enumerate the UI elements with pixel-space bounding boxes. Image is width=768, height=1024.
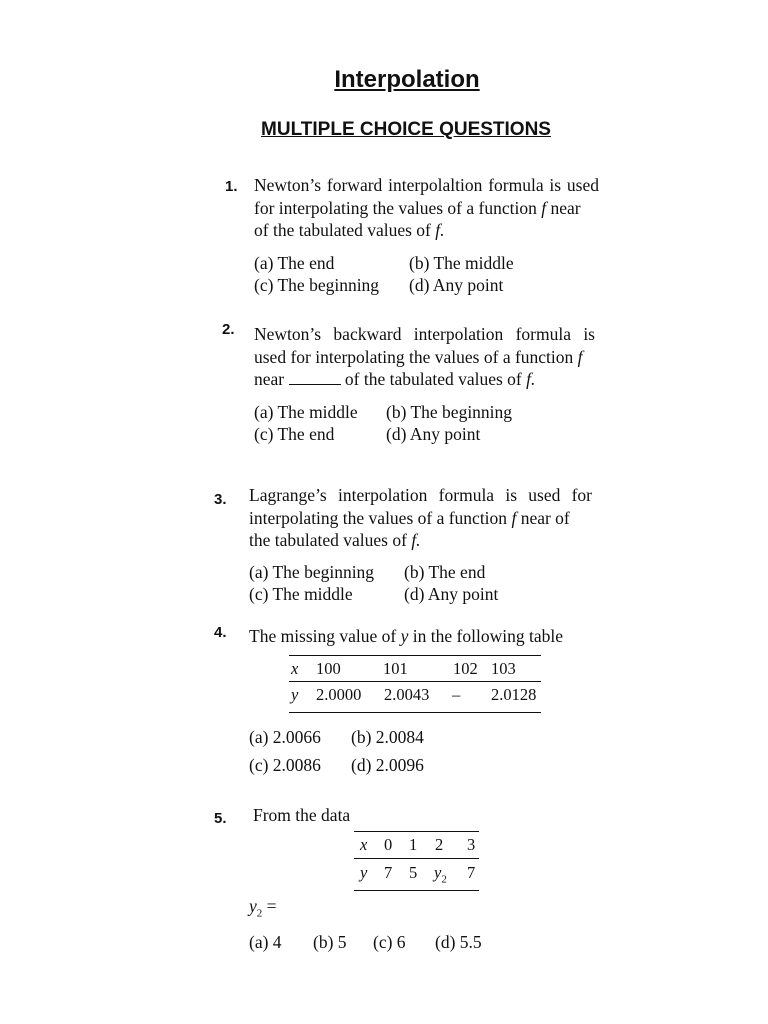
question-2-stem xyxy=(254,323,595,391)
question-1-line-1: Newton’s forward interpolaltion formula is used xyxy=(254,175,599,195)
table-x-cell: 1 xyxy=(409,835,418,854)
table-y-missing-cell: – xyxy=(452,685,461,704)
table-y-missing-cell: $y_2$ xyxy=(434,863,447,886)
question-1-option-c: (c) The beginning xyxy=(254,275,380,295)
question-4-option-c: (c) 2.0086 xyxy=(249,755,321,775)
table-y-label: y xyxy=(360,863,368,882)
question-2-line-1: Newton’s backward interpolation formula is xyxy=(254,324,595,344)
question-5-option-a: (a) 4 xyxy=(249,932,282,952)
table-y-cell: 2.0043 xyxy=(384,685,430,704)
question-4-option-d: (d) 2.0096 xyxy=(351,755,424,775)
table-x-cell: 103 xyxy=(491,659,516,678)
question-3-option-b: (b) The end xyxy=(404,562,486,582)
question-5-number: 5. xyxy=(214,810,227,827)
table-bottom-rule xyxy=(289,712,541,713)
table-x-cell: 100 xyxy=(316,659,341,678)
table-y-cell: 7 xyxy=(384,863,393,882)
question-4-option-b: (b) 2.0084 xyxy=(351,727,424,747)
table-top-rule xyxy=(354,831,479,832)
table-y-cell: 5 xyxy=(409,863,418,882)
table-top-rule xyxy=(289,655,541,656)
table-x-label: x xyxy=(360,835,368,854)
question-1-stem xyxy=(254,174,599,242)
question-4-number: 4. xyxy=(214,624,227,641)
question-1-number: 1. xyxy=(225,178,238,195)
page-subtitle: MULTIPLE CHOICE QUESTIONS xyxy=(261,119,551,140)
question-3-line-3: the tabulated values of f. xyxy=(249,530,421,550)
question-3-option-d: (d) Any point xyxy=(404,584,499,604)
question-1-option-d: (d) Any point xyxy=(409,275,504,295)
question-1-line-3: of the tabulated values of f. xyxy=(254,220,445,240)
table-y-cell: 7 xyxy=(467,863,476,882)
question-1-line-2: for interpolating the values of a function f near xyxy=(254,197,581,218)
question-3-option-a: (a) The beginning xyxy=(249,562,375,582)
table-x-cell: 102 xyxy=(453,659,478,678)
table-bottom-rule xyxy=(354,890,479,891)
question-1-option-a: (a) The end xyxy=(254,253,335,273)
table-x-cell: 3 xyxy=(467,835,476,854)
question-2-line-3: near of the tabulated values of f. xyxy=(254,369,536,389)
question-4-option-a: (a) 2.0066 xyxy=(249,727,321,747)
question-2-number: 2. xyxy=(222,321,235,338)
table-y-cell: 2.0000 xyxy=(316,685,362,704)
table-x-cell: 101 xyxy=(383,659,408,678)
fill-in-blank xyxy=(289,370,341,385)
question-2-option-a: (a) The middle xyxy=(254,402,358,422)
question-2-line-2: used for interpolating the values of a function f xyxy=(254,346,583,367)
question-5-option-d: (d) 5.5 xyxy=(435,932,482,952)
question-3-line-1: Lagrange’s interpolation formula is used for xyxy=(249,485,592,505)
table-mid-rule xyxy=(289,681,541,682)
question-3-number: 3. xyxy=(214,491,227,508)
table-x-cell: 0 xyxy=(384,835,393,854)
table-x-label: x xyxy=(291,659,299,678)
question-1-option-b: (b) The middle xyxy=(409,253,514,273)
question-5-option-b: (b) 5 xyxy=(313,932,347,952)
question-2-option-c: (c) The end xyxy=(254,424,335,444)
question-5-prompt: $y_2$ = xyxy=(249,896,277,920)
question-2-option-d: (d) Any point xyxy=(386,424,481,444)
question-3-stem xyxy=(249,484,592,552)
question-2-option-b: (b) The beginning xyxy=(386,402,513,422)
page-title: Interpolation xyxy=(334,66,480,93)
question-4-stem: The missing value of y in the following table xyxy=(249,626,563,646)
question-5-option-c: (c) 6 xyxy=(373,932,406,952)
table-y-cell: 2.0128 xyxy=(491,685,537,704)
table-y-label: y xyxy=(291,685,299,704)
question-3-option-c: (c) The middle xyxy=(249,584,353,604)
question-3-line-2: interpolating the values of a function f near of xyxy=(249,507,570,528)
question-5-stem: From the data xyxy=(253,805,351,825)
table-mid-rule xyxy=(354,858,479,859)
table-x-cell: 2 xyxy=(435,835,444,854)
